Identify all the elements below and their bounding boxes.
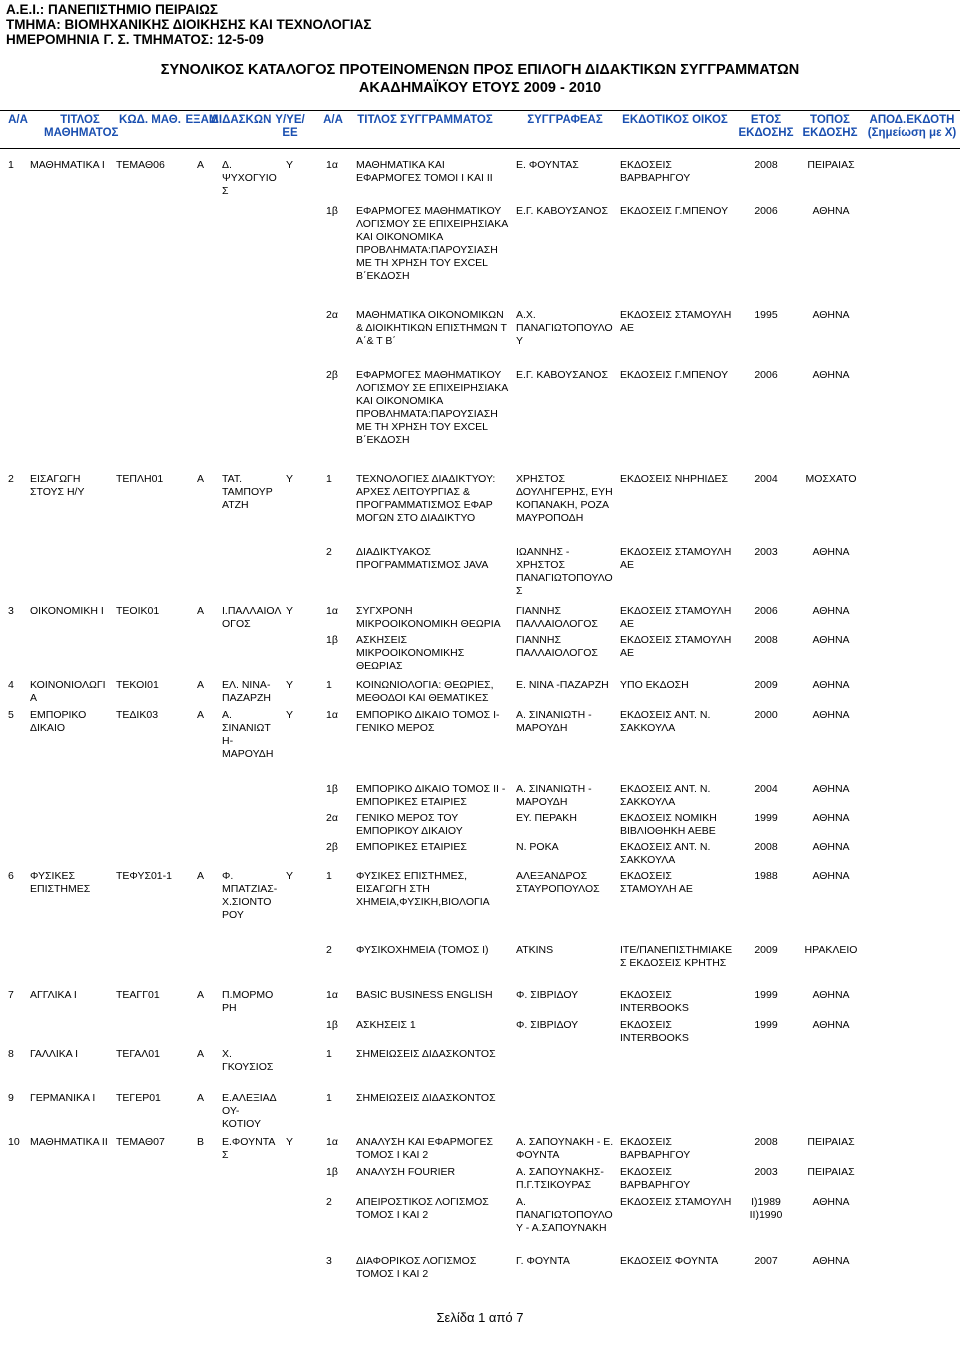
cell-aa1: 2 (8, 473, 14, 485)
cell-aa1: 8 (8, 1048, 14, 1060)
cell-book: ΣΗΜΕΙΩΣΕΙΣ ΔΙΔΑΣΚΟΝΤΟΣ (356, 1092, 496, 1104)
cell-place: ΑΘΗΝΑ (812, 679, 850, 691)
cell-year: 2009 (754, 944, 778, 956)
document-subtitle: ΑΚΑΔΗΜΑΪΚΟΥ ΕΤΟΥΣ 2009 - 2010 (358, 80, 602, 96)
cell-book: ΑΝΑΛΥΣΗ FOURIER (356, 1166, 456, 1178)
cell-code: ΤΕΦΥΣ01-1 (116, 870, 172, 882)
cell-publisher: ΙΤΕ/ΠΑΝΕΠΙΣΤΗΜΙΑΚΕ Σ ΕΚΔΟΣΕΙΣ ΚΡΗΤΗΣ (620, 944, 733, 969)
cell-place: ΑΘΗΝΑ (812, 812, 850, 824)
cell-book: ΜΑΘΗΜΑΤΙΚΑ ΚΑΙ ΕΦΑΡΜΟΓΕΣ ΤΟΜΟΙ Ι ΚΑΙ ΙΙ (356, 159, 493, 184)
cell-place: ΑΘΗΝΑ (812, 841, 850, 853)
cell-book: ΣΥΓΧΡΟΝΗ ΜΙΚΡΟΟΙΚΟΝΟΜΙΚΗ ΘΕΩΡΙΑ (356, 605, 501, 630)
cell-aa1: 6 (8, 870, 14, 882)
cell-code: ΤΕΚΟΙ01 (116, 679, 159, 691)
cell-teacher: Π.ΜΟΡΜΟ ΡΗ (222, 989, 274, 1014)
cell-place: ΑΘΗΝΑ (812, 205, 850, 217)
cell-place: ΑΘΗΝΑ (812, 989, 850, 1001)
cell-aa2: 1α (326, 159, 338, 171)
cell-year: 2008 (754, 159, 778, 171)
col-teacher: ΔΙΔΑΣΚΩΝ (210, 114, 272, 126)
cell-course: ΜΑΘΗΜΑΤΙΚΑ Ι (30, 159, 105, 171)
cell-code: ΤΕΔΙΚ03 (116, 709, 159, 721)
cell-year: 1999 (754, 812, 778, 824)
cell-sem: Β (197, 1136, 205, 1148)
col-book-title: ΤΙΤΛΟΣ ΣΥΓΓΡΑΜΜΑΤΟΣ (357, 114, 493, 126)
cell-author: ΕΥ. ΠΕΡΑΚΗ (516, 812, 577, 824)
cell-aa2: 2 (326, 1196, 332, 1208)
cell-aa1: 10 (8, 1136, 20, 1148)
cell-teacher: Δ. ΨΥΧΟΓΥΙΟ Σ (222, 159, 277, 197)
cell-aa2: 1 (326, 473, 332, 485)
cell-place: ΠΕΙΡΑΙΑΣ (807, 159, 855, 171)
cell-year: 1999 (754, 989, 778, 1001)
cell-place: ΑΘΗΝΑ (812, 709, 850, 721)
cell-author: Α. ΣΑΠΟΥΝΑΚΗΣ- Π.Γ.ΤΣΙΚΟΥΡΑΣ (516, 1166, 604, 1191)
cell-book: ΕΜΠΟΡΙΚΟ ΔΙΚΑΙΟ ΤΟΜΟΣ ΙΙ - ΕΜΠΟΡΙΚΕΣ ΕΤΑΙΡΙΕΣ (356, 783, 506, 808)
cell-type: Υ (286, 709, 294, 721)
cell-year: 2008 (754, 1136, 778, 1148)
cell-author: Φ. ΣΙΒΡΙΔΟΥ (516, 1019, 579, 1031)
page-number: Σελίδα 1 από 7 (436, 1310, 524, 1325)
cell-course: ΓΕΡΜΑΝΙΚΑ Ι (30, 1092, 96, 1104)
cell-book: ΑΣΚΗΣΕΙΣ ΜΙΚΡΟΟΙΚΟΝΟΜΙΚΗΣ ΘΕΩΡΙΑΣ (356, 634, 465, 672)
cell-year: 2004 (754, 473, 778, 485)
header-line-department: ΤΜΗΜΑ: ΒΙΟΜΗΧΑΝΙΚΗΣ ΔΙΟΙΚΗΣΗΣ ΚΑΙ ΤΕΧΝΟΛΟΓΙΑΣ (6, 17, 372, 32)
cell-year: 2000 (754, 709, 778, 721)
cell-code: ΤΕΑΓΓ01 (116, 989, 160, 1001)
cell-publisher: ΕΚΔΟΣΕΙΣ ΝΟΜΙΚΗ ΒΙΒΛΙΟΘΗΚΗ ΑΕΒΕ (620, 812, 717, 837)
cell-place: ΑΘΗΝΑ (812, 546, 850, 558)
cell-aa2: 1β (326, 783, 338, 795)
cell-place: ΠΕΙΡΑΙΑΣ (807, 1136, 855, 1148)
cell-publisher: ΕΚΔΟΣΕΙΣ ΒΑΡΒΑΡΗΓΟΥ (620, 1166, 691, 1191)
cell-type: Υ (286, 473, 294, 485)
cell-book: ΚΟΙΝΩΝΙΟΛΟΓΙΑ: ΘΕΩΡΙΕΣ, ΜΕΘΟΔΟΙ ΚΑΙ ΘΕΜΑΤΙΚΕΣ (356, 679, 494, 704)
cell-sem: Α (197, 159, 205, 171)
cell-teacher: ΕΛ. ΝΙΝΑ- ΠΑΖΑΡΖΗ (222, 679, 272, 704)
cell-author: Φ. ΣΙΒΡΙΔΟΥ (516, 989, 579, 1001)
cell-author: ΑΛΕΞΑΝΔΡΟΣ ΣΤΑΥΡΟΠΟΥΛΟΣ (516, 870, 600, 895)
col-publisher-acceptance: ΑΠΟΔ.ΕΚΔΟΤΗ (Σημείωση με Χ) (867, 114, 957, 139)
cell-author: ΓΙΑΝΝΗΣ ΠΑΛΛΑΙΟΛΟΓΟΣ (516, 605, 598, 630)
cell-aa2: 2β (326, 841, 338, 853)
cell-publisher: ΕΚΔΟΣΕΙΣ ΣΤΑΜΟΥΛΗ ΑΕ (620, 605, 732, 630)
cell-sem: Α (197, 709, 205, 721)
cell-sem: Α (197, 870, 205, 882)
header-top-rule (0, 110, 960, 111)
cell-author: ΙΩΑΝΝΗΣ - ΧΡΗΣΤΟΣ ΠΑΝΑΓΙΩΤΟΠΟΥΛΟ Σ (516, 546, 613, 597)
header-line-institution: Α.Ε.Ι.: ΠΑΝΕΠΙΣΤΗΜΙΟ ΠΕΙΡΑΙΩΣ (6, 2, 219, 17)
cell-place: ΑΘΗΝΑ (812, 369, 850, 381)
cell-place: ΠΕΙΡΑΙΑΣ (807, 1166, 855, 1178)
cell-course: ΕΜΠΟΡΙΚΟ ΔΙΚΑΙΟ (30, 709, 87, 734)
col-type: Υ/ΥΕ/ ΕΕ (275, 114, 305, 139)
cell-aa2: 1β (326, 1019, 338, 1031)
cell-year: 1999 (754, 1019, 778, 1031)
cell-aa2: 1α (326, 989, 338, 1001)
cell-type: Υ (286, 1136, 294, 1148)
cell-code: ΤΕΜΑΘ06 (116, 159, 165, 171)
cell-publisher: ΕΚΔΟΣΕΙΣ ΣΤΑΜΟΥΛΗ ΑΕ (620, 634, 732, 659)
cell-aa2: 1 (326, 1048, 332, 1060)
header-line-date: ΗΜΕΡΟΜΗΝΙΑ Γ. Σ. ΤΜΗΜΑΤΟΣ: 12-5-09 (6, 32, 264, 47)
col-aa2: Α/Α (323, 114, 343, 126)
cell-aa2: 2α (326, 309, 338, 321)
cell-course: ΕΙΣΑΓΩΓΗ ΣΤΟΥΣ Η/Υ (30, 473, 85, 498)
cell-author: Ε.Γ. ΚΑΒΟΥΣΑΝΟΣ (516, 205, 608, 217)
cell-book: ΓΕΝΙΚΟ ΜΕΡΟΣ ΤΟΥ ΕΜΠΟΡΙΚΟΥ ΔΙΚΑΙΟΥ (356, 812, 463, 837)
cell-aa1: 1 (8, 159, 14, 171)
cell-book: ΕΜΠΟΡΙΚΕΣ ΕΤΑΙΡΙΕΣ (356, 841, 467, 853)
cell-book: ΑΣΚΗΣΕΙΣ 1 (356, 1019, 416, 1031)
cell-code: ΤΕΠΛΗ01 (116, 473, 164, 485)
cell-publisher: ΕΚΔΟΣΕΙΣ ΝΗΡΗΙΔΕΣ (620, 473, 728, 485)
cell-book: ΔΙΑΔΙΚΤΥΑΚΟΣ ΠΡΟΓΡΑΜΜΑΤΙΣΜΟΣ JAVA (356, 546, 489, 571)
cell-code: ΤΕΜΑΘ07 (116, 1136, 165, 1148)
cell-publisher: ΕΚΔΟΣΕΙΣ ΑΝΤ. Ν. ΣΑΚΚΟΥΛΑ (620, 783, 711, 808)
header-bottom-rule (0, 148, 960, 149)
cell-type: Υ (286, 159, 294, 171)
cell-publisher: ΕΚΔΟΣΕΙΣ ΑΝΤ. Ν. ΣΑΚΚΟΥΛΑ (620, 841, 711, 866)
cell-year: 1988 (754, 870, 778, 882)
col-course-title: ΤΙΤΛΟΣ ΜΑΘΗΜΑΤΟΣ (44, 114, 119, 139)
cell-publisher: ΕΚΔΟΣΕΙΣ ΦΟΥΝΤΑ (620, 1255, 719, 1267)
cell-year: 2006 (754, 369, 778, 381)
cell-aa2: 1β (326, 634, 338, 646)
cell-type: Υ (286, 679, 294, 691)
cell-sem: Α (197, 473, 205, 485)
cell-publisher: ΕΚΔΟΣΕΙΣ Γ.ΜΠΕΝΟΥ (620, 369, 729, 381)
cell-author: ΓΙΑΝΝΗΣ ΠΑΛΛΑΙΟΛΟΓΟΣ (516, 634, 598, 659)
cell-course: ΟΙΚΟΝΟΜΙΚΗ Ι (30, 605, 104, 617)
cell-aa2: 2 (326, 546, 332, 558)
cell-aa1: 5 (8, 709, 14, 721)
cell-course: ΚΟΙΝΟΝΙΟΛΩΓΙ Α (30, 679, 106, 704)
cell-teacher: Ε.ΑΛΕΞΙΑΔ ΟΥ- ΚΟΤΙΟΥ (222, 1092, 277, 1130)
cell-place: ΑΘΗΝΑ (812, 309, 850, 321)
cell-place: ΑΘΗΝΑ (812, 870, 850, 882)
cell-book: ΜΑΘΗΜΑΤΙΚΑ ΟΙΚΟΝΟΜΙΚΩΝ & ΔΙΟΙΚΗΤΙΚΩΝ ΕΠΙΣΤΗΜΩΝ Τ Α΄& Τ Β΄ (356, 309, 507, 347)
cell-course: ΑΓΓΛΙΚΑ Ι (30, 989, 77, 1001)
cell-year: 2003 (754, 1166, 778, 1178)
cell-author: Α.Χ. ΠΑΝΑΓΙΩΤΟΠΟΥΛΟ Υ (516, 309, 613, 347)
cell-book: ΤΕΧΝΟΛΟΓΙΕΣ ΔΙΑΔΙΚΤΥΟΥ: ΑΡΧΕΣ ΛΕΙΤΟΥΡΓΙΑΣ & ΠΡΟΓΡΑΜΜΑΤΙΣΜΟΣ ΕΦΑΡ ΜΟΓΩΝ ΣΤΟ ΔΙΑΔΙΚΤΥΟ (356, 473, 496, 524)
cell-publisher: ΕΚΔΟΣΕΙΣ ΣΤΑΜΟΥΛΗ (620, 1196, 732, 1208)
cell-book: ΣΗΜΕΙΩΣΕΙΣ ΔΙΔΑΣΚΟΝΤΟΣ (356, 1048, 496, 1060)
cell-aa2: 1 (326, 870, 332, 882)
col-semester: ΕΞΑΜ (185, 114, 219, 126)
cell-year: 2009 (754, 679, 778, 691)
cell-teacher: Χ. ΓΚΟΥΣΙΟΣ (222, 1048, 274, 1073)
cell-aa2: 2 (326, 944, 332, 956)
cell-aa2: 1α (326, 1136, 338, 1148)
cell-publisher: ΕΚΔΟΣΕΙΣ INTERBOOKS (620, 989, 689, 1014)
cell-aa1: 3 (8, 605, 14, 617)
column-header-row (0, 110, 960, 148)
cell-place: ΑΘΗΝΑ (812, 1019, 850, 1031)
cell-code: ΤΕΟΙΚ01 (116, 605, 160, 617)
cell-year: 2008 (754, 634, 778, 646)
cell-year: 2004 (754, 783, 778, 795)
cell-author: Α. ΣΙΝΑΝΙΩΤΗ - ΜΑΡΟΥΔΗ (516, 709, 592, 734)
cell-place: ΗΡΑΚΛΕΙΟ (804, 944, 858, 956)
cell-author: Ε. ΝΙΝΑ -ΠΑΖΑΡΖΗ (516, 679, 609, 691)
cell-book: ΕΦΑΡΜΟΓΕΣ ΜΑΘΗΜΑΤΙΚΟΥ ΛΟΓΙΣΜΟΥ ΣΕ ΕΠΙΧΕΙΡΗΣΙΑΚΑ ΚΑΙ ΟΙΚΟΝΟΜΙΚΑ ΠΡΟΒΛΗΜΑΤΑ:ΠΑΡΟΥΣΙΑΣΗ ΜΕ ΤΗ ΧΡΗΣΗ ΤΟΥ EXCEL Β΄ΕΚΔΟΣΗ (356, 205, 509, 282)
cell-aa1: 7 (8, 989, 14, 1001)
cell-year: 1995 (754, 309, 778, 321)
cell-book: BASIC BUSINESS ENGLISH (356, 989, 493, 1001)
cell-author: Α. ΣΑΠΟΥΝΑΚΗ - Ε. ΦΟΥΝΤΑ (516, 1136, 614, 1161)
cell-author: ATKINS (516, 944, 554, 956)
cell-year: Ι)1989 ΙΙ)1990 (749, 1196, 783, 1221)
cell-course: ΦΥΣΙΚΕΣ ΕΠΙΣΤΗΜΕΣ (30, 870, 91, 895)
cell-teacher: Ι.ΠΑΛΛΑΙΟΛ ΟΓΟΣ (222, 605, 282, 630)
cell-year: 2007 (754, 1255, 778, 1267)
cell-author: Γ. ΦΟΥΝΤΑ (516, 1255, 570, 1267)
cell-book: ΕΜΠΟΡΙΚΟ ΔΙΚΑΙΟ ΤΟΜΟΣ Ι- ΓΕΝΙΚΟ ΜΕΡΟΣ (356, 709, 500, 734)
col-course-code: ΚΩΔ. ΜΑΘ. (119, 114, 181, 126)
cell-publisher: ΕΚΔΟΣΕΙΣ ΣΤΑΜΟΥΛΗ ΑΕ (620, 309, 732, 334)
cell-teacher: Ε.ΦΟΥΝΤΑ Σ (222, 1136, 276, 1161)
cell-author: Α. ΠΑΝΑΓΙΩΤΟΠΟΥΛΟ Υ - Α.ΣΑΠΟΥΝΑΚΗ (516, 1196, 613, 1234)
cell-author: Ε. ΦΟΥΝΤΑΣ (516, 159, 579, 171)
cell-book: ΑΠΕΙΡΟΣΤΙΚΟΣ ΛΟΓΙΣΜΟΣ ΤΟΜΟΣ Ι ΚΑΙ 2 (356, 1196, 489, 1221)
cell-publisher: ΕΚΔΟΣΕΙΣ Γ.ΜΠΕΝΟΥ (620, 205, 729, 217)
cell-book: ΦΥΣΙΚΟΧΗΜΕΙΑ (ΤΟΜΟΣ Ι) (356, 944, 489, 956)
cell-course: ΓΑΛΛΙΚΑ Ι (30, 1048, 79, 1060)
cell-aa2: 2β (326, 369, 338, 381)
cell-aa1: 4 (8, 679, 14, 691)
cell-place: ΑΘΗΝΑ (812, 605, 850, 617)
cell-code: ΤΕΓΑΛ01 (116, 1048, 160, 1060)
cell-book: ΔΙΑΦΟΡΙΚΟΣ ΛΟΓΙΣΜΟΣ ΤΟΜΟΣ Ι ΚΑΙ 2 (356, 1255, 477, 1280)
cell-aa2: 2α (326, 812, 338, 824)
cell-book: ΕΦΑΡΜΟΓΕΣ ΜΑΘΗΜΑΤΙΚΟΥ ΛΟΓΙΣΜΟΥ ΣΕ ΕΠΙΧΕΙΡΗΣΙΑΚΑ ΚΑΙ ΟΙΚΟΝΟΜΙΚΑ ΠΡΟΒΛΗΜΑΤΑ:ΠΑΡΟΥΣΙΑΣΗ ΜΕ ΤΗ ΧΡΗΣΗ ΤΟΥ EXCEL Β΄ΕΚΔΟΣΗ (356, 369, 509, 446)
cell-book: ΑΝΑΛΥΣΗ ΚΑΙ ΕΦΑΡΜΟΓΕΣ ΤΟΜΟΣ Ι ΚΑΙ 2 (356, 1136, 493, 1161)
cell-place: ΑΘΗΝΑ (812, 783, 850, 795)
cell-publisher: ΕΚΔΟΣΕΙΣ ΒΑΡΒΑΡΗΓΟΥ (620, 1136, 691, 1161)
cell-place: ΑΘΗΝΑ (812, 1255, 850, 1267)
col-author: ΣΥΓΓΡΑΦΕΑΣ (527, 114, 603, 126)
cell-publisher: ΕΚΔΟΣΕΙΣ ΑΝΤ. Ν. ΣΑΚΚΟΥΛΑ (620, 709, 711, 734)
cell-aa1: 9 (8, 1092, 14, 1104)
col-aa1: Α/Α (8, 114, 28, 126)
cell-year: 2006 (754, 205, 778, 217)
cell-course: ΜΑΘΗΜΑΤΙΚΑ ΙΙ (30, 1136, 108, 1148)
cell-sem: Α (197, 605, 205, 617)
col-year: ΕΤΟΣ ΕΚΔΟΣΗΣ (738, 114, 794, 139)
cell-aa2: 1α (326, 605, 338, 617)
cell-sem: Α (197, 989, 205, 1001)
cell-publisher: ΕΚΔΟΣΕΙΣ INTERBOOKS (620, 1019, 689, 1044)
cell-year: 2003 (754, 546, 778, 558)
cell-year: 2008 (754, 841, 778, 853)
cell-place: ΜΟΣΧΑΤΟ (805, 473, 857, 485)
cell-publisher: ΕΚΔΟΣΕΙΣ ΒΑΡΒΑΡΗΓΟΥ (620, 159, 691, 184)
cell-publisher: ΥΠΟ ΕΚΔΟΣΗ (620, 679, 689, 691)
cell-aa2: 1 (326, 1092, 332, 1104)
cell-sem: Α (197, 1092, 205, 1104)
cell-author: ΧΡΗΣΤΟΣ ΔΟΥΛΗΓΕΡΗΣ, ΕΥΗ ΚΟΠΑΝΑΚΗ, ΡΟΖΑ ΜΑΥΡΟΠΟΔΗ (516, 473, 613, 524)
document-title: ΣΥΝΟΛΙΚΟΣ ΚΑΤΑΛΟΓΟΣ ΠΡΟΤΕΙΝΟΜΕΝΩΝ ΠΡΟΣ ΕΠΙΛΟΓΗ ΔΙΔΑΚΤΙΚΩΝ ΣΥΓΓΡΑΜΜΑΤΩΝ (160, 62, 800, 78)
cell-teacher: Α. ΣΙΝΑΝΙΩΤ Η- ΜΑΡΟΥΔΗ (222, 709, 274, 760)
cell-aa2: 1β (326, 1166, 338, 1178)
cell-aa2: 1β (326, 205, 338, 217)
cell-place: ΑΘΗΝΑ (812, 634, 850, 646)
cell-author: Α. ΣΙΝΑΝΙΩΤΗ - ΜΑΡΟΥΔΗ (516, 783, 592, 808)
cell-author: Ν. ΡΟΚΑ (516, 841, 559, 853)
cell-place: ΑΘΗΝΑ (812, 1196, 850, 1208)
col-publisher: ΕΚΔΟΤΙΚΟΣ ΟΙΚΟΣ (622, 114, 728, 126)
cell-publisher: ΕΚΔΟΣΕΙΣ ΣΤΑΜΟΥΛΗ ΑΕ (620, 546, 732, 571)
cell-teacher: ΤΑΤ. ΤΑΜΠΟΥΡ ΑΤΖΗ (222, 473, 273, 511)
cell-book: ΦΥΣΙΚΕΣ ΕΠΙΣΤΗΜΕΣ, ΕΙΣΑΓΩΓΗ ΣΤΗ ΧΗΜΕΙΑ,ΦΥΣΙΚΗ,ΒΙΟΛΟΓΙΑ (356, 870, 490, 908)
cell-sem: Α (197, 679, 205, 691)
cell-type: Υ (286, 605, 294, 617)
cell-publisher: ΕΚΔΟΣΕΙΣ ΣΤΑΜΟΥΛΗ ΑΕ (620, 870, 693, 895)
cell-sem: Α (197, 1048, 205, 1060)
cell-aa2: 1α (326, 709, 338, 721)
cell-code: ΤΕΓΕΡ01 (116, 1092, 161, 1104)
cell-year: 2006 (754, 605, 778, 617)
col-place: ΤΟΠΟΣ ΕΚΔΟΣΗΣ (802, 114, 858, 139)
cell-author: Ε.Γ. ΚΑΒΟΥΣΑΝΟΣ (516, 369, 608, 381)
cell-aa2: 1 (326, 679, 332, 691)
cell-aa2: 3 (326, 1255, 332, 1267)
cell-type: Υ (286, 870, 294, 882)
cell-teacher: Φ. ΜΠΑΤΖΙΑΣ- Χ.ΣΙΟΝΤΟ ΡΟΥ (222, 870, 278, 921)
